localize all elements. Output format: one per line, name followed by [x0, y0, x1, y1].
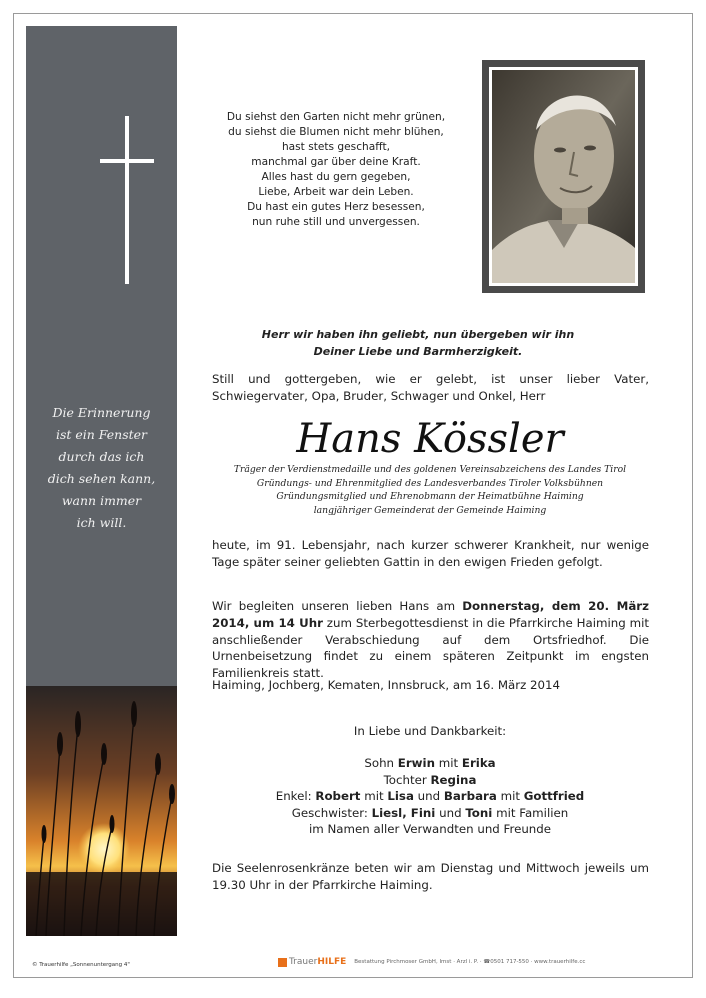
verse-line: Herr wir haben ihn geliebt, nun übergeben wir ihn — [261, 328, 575, 341]
family-member: Erwin — [397, 756, 435, 770]
portrait-photo — [492, 70, 635, 283]
label: Tochter — [383, 772, 431, 787]
family-member: Erika — [461, 756, 496, 770]
family-line-siblings — [210, 805, 650, 822]
poem-line: manchmal gar über deine Kraft. — [251, 156, 421, 168]
trauerhilfe-logo — [278, 957, 346, 967]
footer — [278, 955, 585, 969]
intro-text: Still und gottergeben, wie er gelebt, ist unser lieber Vater, Schwiegervater, Opa, Bruder, Schwager und Onkel, Herr — [212, 372, 649, 403]
family-line-daughter — [210, 772, 650, 789]
honors-list — [210, 463, 650, 517]
family-member: Robert — [315, 789, 361, 803]
sidebar-poem — [26, 402, 177, 534]
family-greeting: In Liebe und Dankbarkeit: — [353, 724, 507, 738]
sidebar-poem-line: durch das ich — [58, 449, 145, 464]
connector: und — [435, 805, 466, 820]
connector: mit — [360, 789, 388, 803]
rosary-notice: Die Seelenrosenkränze beten wir am Dienstag und Mittwoch jeweils um 19.30 Uhr in der Pfarrkirche Haiming. — [212, 861, 649, 892]
family-line-son — [210, 755, 650, 772]
honor-item: Gründungs- und Ehrenmitglied des Landesverbandes Tiroler Volksbühnen — [256, 477, 604, 489]
family-line-grandchildren — [210, 788, 650, 805]
poem-line: Du hast ein gutes Herz besessen, — [247, 201, 425, 213]
label: Geschwister: — [291, 805, 372, 820]
connector: mit — [435, 756, 462, 770]
family-member: Lisa — [387, 789, 414, 803]
funeral-text — [212, 598, 649, 682]
family-list — [210, 755, 650, 838]
family-line-relatives: im Namen aller Verwandten und Freunde — [308, 822, 552, 836]
poem-line: hast stets geschafft, — [281, 141, 391, 153]
funeral-text-part: Wir begleiten unseren lieben Hans am — [212, 599, 463, 613]
deceased-name: Hans Kössler — [296, 416, 564, 462]
sidebar-poem-line: dich sehen kann, — [47, 471, 156, 486]
logo-icon — [278, 958, 287, 967]
bible-verse — [208, 326, 628, 360]
poem-line: du siehst die Blumen nicht mehr blühen, — [228, 126, 444, 138]
funeral-text-part: zum Sterbegottesdienst in die Pfarrkirche Haiming mit anschließender Verabschiedung auf dem Ortsfriedhof. Die Urnenbeisetzung findet zu einem späteren Zeitpunkt im engsten Familienkreis statt. — [212, 615, 649, 681]
poem-line: nun ruhe still und unvergessen. — [252, 216, 420, 228]
family-member: Regina — [430, 772, 477, 787]
connector: und — [413, 789, 444, 803]
connector: mit Familien — [492, 805, 569, 820]
family-member: Liesl, Fini — [371, 805, 436, 820]
label: Sohn — [364, 756, 398, 770]
label: Enkel: — [275, 789, 316, 803]
honor-item: langjähriger Gemeinderat der Gemeinde Haiming — [313, 504, 547, 516]
sunset-image — [26, 686, 177, 936]
image-credit: © Trauerhilfe „Sonnenuntergang 4" — [32, 962, 130, 968]
poem-line: Alles hast du gern gegeben, — [261, 171, 411, 183]
honor-item: Träger der Verdienstmedaille und des goldenen Vereinsabzeichens des Landes Tirol — [233, 464, 627, 475]
logo-text-accent: HILFE — [317, 957, 347, 967]
poem-line: Liebe, Arbeit war dein Leben. — [258, 186, 414, 198]
poem — [208, 110, 464, 230]
sidebar-poem-line: ich will. — [76, 515, 127, 530]
funeral-date-time: Donnerstag, dem 20. März 2014, um 14 Uhr — [212, 599, 649, 630]
death-notice: heute, im 91. Lebensjahr, nach kurzer schwerer Krankheit, nur wenige Tage später seiner geliebten Gattin in den ewigen Frieden gefolgt. — [212, 538, 649, 569]
logo-text: Trauer — [289, 957, 318, 967]
sidebar-poem-line: ist ein Fenster — [55, 427, 148, 442]
footer-contact: Bestattung Pirchmoser GmbH, Imst · Arzl i. P. · ☎0501 717-550 · www.trauerhilfe.cc — [354, 959, 586, 965]
family-member: Barbara — [443, 789, 497, 803]
family-member: Gottfried — [523, 789, 585, 803]
poem-line: Du siehst den Garten nicht mehr grünen, — [226, 111, 446, 123]
connector: mit — [496, 789, 524, 803]
place-date: Haiming, Jochberg, Kematen, Innsbruck, am 16. März 2014 — [212, 678, 561, 692]
cross-icon-bar — [100, 159, 154, 163]
cross-icon — [125, 116, 129, 284]
honor-item: Gründungsmitglied und Ehrenobmann der Heimatbühne Haiming — [276, 491, 584, 502]
sidebar-poem-line: Die Erinnerung — [52, 405, 151, 420]
verse-line: Deiner Liebe und Barmherzigkeit. — [313, 345, 523, 358]
family-member: Toni — [465, 805, 493, 820]
sidebar-poem-line: wann immer — [61, 493, 142, 508]
